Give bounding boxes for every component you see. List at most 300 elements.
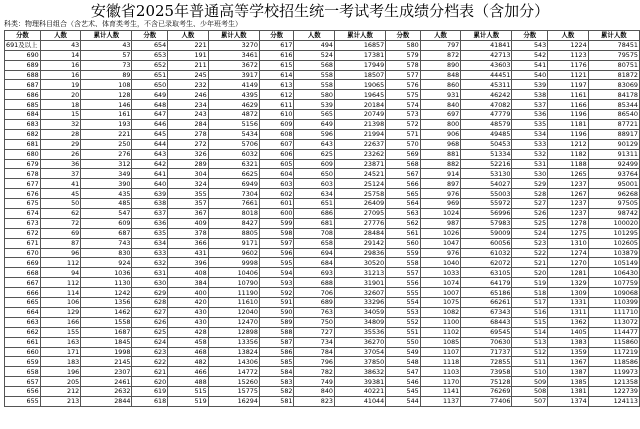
- count-cell: 1047: [420, 238, 461, 248]
- score-cell: 625: [132, 327, 168, 337]
- count-cell: 326: [168, 149, 209, 159]
- count-cell: 243: [168, 110, 209, 120]
- cumulative-cell: 3917: [208, 70, 259, 80]
- count-cell: 1137: [420, 396, 461, 406]
- count-cell: 1281: [548, 268, 589, 278]
- score-cell: 624: [132, 337, 168, 347]
- count-cell: 750: [294, 317, 335, 327]
- score-cell: 639: [132, 189, 168, 199]
- cumulative-cell: 2307: [81, 367, 132, 377]
- score-cell: 553: [386, 307, 421, 317]
- score-cell: 562: [386, 218, 421, 228]
- score-cell: 537: [512, 100, 548, 110]
- cumulative-cell: 48579: [461, 120, 512, 130]
- count-cell: 1181: [548, 120, 589, 130]
- count-cell: 689: [294, 298, 335, 308]
- table-row: [5, 357, 640, 367]
- count-cell: 1121: [548, 70, 589, 80]
- cumulative-cell: 40221: [334, 387, 385, 397]
- score-cell: 671: [5, 238, 41, 248]
- score-cell: 539: [512, 80, 548, 90]
- count-cell: 558: [294, 70, 335, 80]
- score-cell: 681: [5, 139, 41, 149]
- cumulative-cell: 6032: [208, 149, 259, 159]
- count-cell: 1161: [548, 90, 589, 100]
- count-cell: 823: [294, 396, 335, 406]
- cumulative-cell: 92499: [588, 159, 639, 169]
- count-cell: 763: [294, 307, 335, 317]
- count-cell: 212: [40, 387, 81, 397]
- cumulative-cell: 50453: [461, 139, 512, 149]
- count-cell: 797: [420, 40, 461, 50]
- count-cell: 494: [294, 40, 335, 50]
- count-cell: 106: [40, 298, 81, 308]
- cumulative-cell: 146: [81, 100, 132, 110]
- score-cell: 606: [259, 149, 294, 159]
- score-cell: 582: [259, 387, 294, 397]
- cumulative-cell: 55972: [461, 199, 512, 209]
- count-cell: 580: [294, 90, 335, 100]
- score-cell: 654: [132, 40, 168, 50]
- cumulative-cell: 110399: [588, 298, 639, 308]
- count-cell: 384: [168, 278, 209, 288]
- count-cell: 1141: [420, 387, 461, 397]
- cumulative-cell: 47779: [461, 110, 512, 120]
- table-row: [5, 159, 640, 169]
- col-header-score: 分数: [512, 31, 548, 41]
- score-cell: 526: [512, 209, 548, 219]
- score-cell: 536: [512, 110, 548, 120]
- table-header-row: [5, 31, 640, 41]
- score-cell: 628: [132, 298, 168, 308]
- cumulative-cell: 122739: [588, 387, 639, 397]
- count-cell: 1362: [548, 317, 589, 327]
- score-cell: 637: [132, 209, 168, 219]
- cumulative-cell: 100020: [588, 218, 639, 228]
- cumulative-cell: 59009: [461, 228, 512, 238]
- score-cell: 683: [5, 120, 41, 130]
- score-cell: 666: [5, 288, 41, 298]
- score-cell: 524: [512, 228, 548, 238]
- score-cell: 635: [132, 228, 168, 238]
- count-cell: 213: [40, 396, 81, 406]
- cumulative-cell: 103879: [588, 248, 639, 258]
- count-cell: 431: [168, 248, 209, 258]
- cumulative-cell: 687: [81, 228, 132, 238]
- col-header-cumulative: 累计人数: [208, 31, 259, 41]
- score-cell: 619: [132, 387, 168, 397]
- cumulative-cell: 111710: [588, 307, 639, 317]
- col-header-score: 分数: [5, 31, 41, 41]
- count-cell: 782: [294, 367, 335, 377]
- count-cell: 166: [40, 317, 81, 327]
- count-cell: 931: [420, 90, 461, 100]
- count-cell: 45: [40, 189, 81, 199]
- cumulative-cell: 70630: [461, 337, 512, 347]
- cumulative-cell: 26409: [334, 199, 385, 209]
- cumulative-cell: 22637: [334, 139, 385, 149]
- score-cell: 561: [386, 228, 421, 238]
- score-cell: 576: [386, 80, 421, 90]
- score-cell: 518: [512, 288, 548, 298]
- cumulative-cell: 80751: [588, 60, 639, 70]
- count-cell: 650: [294, 169, 335, 179]
- count-cell: 1275: [548, 228, 589, 238]
- score-cell: 588: [259, 327, 294, 337]
- count-cell: 800: [420, 120, 461, 130]
- cumulative-cell: 62072: [461, 258, 512, 268]
- table-row: [5, 268, 640, 278]
- score-cell: 609: [259, 120, 294, 130]
- table-row: [5, 307, 640, 317]
- count-cell: 749: [294, 377, 335, 387]
- cumulative-cell: 19645: [334, 90, 385, 100]
- score-cell: 640: [132, 179, 168, 189]
- cumulative-cell: 41841: [461, 40, 512, 50]
- cumulative-cell: 96268: [588, 189, 639, 199]
- score-cell: 659: [5, 357, 41, 367]
- count-cell: 1007: [420, 288, 461, 298]
- cumulative-cell: 24521: [334, 169, 385, 179]
- cumulative-cell: 113072: [588, 317, 639, 327]
- count-cell: 890: [420, 60, 461, 70]
- count-cell: 1026: [420, 228, 461, 238]
- count-cell: 1196: [548, 129, 589, 139]
- cumulative-cell: 1462: [81, 307, 132, 317]
- score-cell: 586: [259, 347, 294, 357]
- score-cell: 661: [5, 337, 41, 347]
- count-cell: 634: [294, 189, 335, 199]
- score-cell: 682: [5, 129, 41, 139]
- cumulative-cell: 44451: [461, 70, 512, 80]
- count-cell: 36: [40, 159, 81, 169]
- score-cell: 601: [259, 199, 294, 209]
- table-row: [5, 218, 640, 228]
- score-cell: 678: [5, 169, 41, 179]
- count-cell: 15: [40, 110, 81, 120]
- cumulative-cell: 743: [81, 238, 132, 248]
- cumulative-cell: 114477: [588, 327, 639, 337]
- count-cell: 408: [168, 268, 209, 278]
- table-row: [5, 149, 640, 159]
- count-cell: 1040: [420, 258, 461, 268]
- count-cell: 1237: [548, 199, 589, 209]
- cumulative-cell: 95001: [588, 179, 639, 189]
- cumulative-cell: 16857: [334, 40, 385, 50]
- score-cell: 615: [259, 60, 294, 70]
- count-cell: 458: [168, 337, 209, 347]
- cumulative-cell: 117219: [588, 347, 639, 357]
- cumulative-cell: 10406: [208, 268, 259, 278]
- score-cell: 618: [132, 396, 168, 406]
- cumulative-cell: 55003: [461, 189, 512, 199]
- score-cell: 684: [5, 110, 41, 120]
- score-cell: 513: [512, 337, 548, 347]
- count-cell: 16: [40, 70, 81, 80]
- count-cell: 420: [168, 298, 209, 308]
- score-cell: 670: [5, 248, 41, 258]
- table-row: [5, 387, 640, 397]
- cumulative-cell: 20184: [334, 100, 385, 110]
- count-cell: 684: [294, 258, 335, 268]
- cumulative-cell: 11610: [208, 298, 259, 308]
- cumulative-cell: 83069: [588, 80, 639, 90]
- score-cell: 520: [512, 268, 548, 278]
- cumulative-cell: 193: [81, 120, 132, 130]
- cumulative-cell: 15260: [208, 377, 259, 387]
- score-cell: 685: [5, 100, 41, 110]
- count-cell: 304: [168, 169, 209, 179]
- score-cell: 531: [512, 159, 548, 169]
- count-cell: 41: [40, 179, 81, 189]
- table-row: [5, 278, 640, 288]
- count-cell: 357: [168, 199, 209, 209]
- score-cell: 689: [5, 60, 41, 70]
- count-cell: 37: [40, 169, 81, 179]
- cumulative-cell: 18507: [334, 70, 385, 80]
- score-cell: 591: [259, 298, 294, 308]
- count-cell: 289: [168, 159, 209, 169]
- table-row: [5, 327, 640, 337]
- score-cell: 658: [5, 367, 41, 377]
- score-cell: 522: [512, 248, 548, 258]
- score-cell: 521: [512, 258, 548, 268]
- count-cell: 163: [40, 337, 81, 347]
- cumulative-cell: 485: [81, 199, 132, 209]
- count-cell: 232: [168, 80, 209, 90]
- col-header-count: 人数: [420, 31, 461, 41]
- count-cell: 1381: [548, 387, 589, 397]
- table-row: [5, 238, 640, 248]
- score-cell: 568: [386, 159, 421, 169]
- score-cell: 600: [259, 209, 294, 219]
- count-cell: 1311: [548, 307, 589, 317]
- cumulative-cell: 25758: [334, 189, 385, 199]
- score-cell: 575: [386, 90, 421, 100]
- count-cell: 129: [40, 307, 81, 317]
- score-cell: 583: [259, 377, 294, 387]
- score-cell: 595: [259, 258, 294, 268]
- count-cell: 1383: [548, 337, 589, 347]
- cumulative-cell: 830: [81, 248, 132, 258]
- cumulative-cell: 20749: [334, 110, 385, 120]
- score-cell: 567: [386, 169, 421, 179]
- score-cell: 656: [5, 387, 41, 397]
- count-cell: 396: [168, 258, 209, 268]
- score-cell: 662: [5, 327, 41, 337]
- cumulative-cell: 7304: [208, 189, 259, 199]
- score-cell: 523: [512, 238, 548, 248]
- score-cell: 642: [132, 159, 168, 169]
- count-cell: 681: [294, 218, 335, 228]
- cumulative-cell: 1558: [81, 317, 132, 327]
- cumulative-cell: 4872: [208, 110, 259, 120]
- score-cell: 585: [259, 357, 294, 367]
- score-cell: 679: [5, 159, 41, 169]
- score-cell: 620: [132, 377, 168, 387]
- count-cell: 969: [420, 199, 461, 209]
- cumulative-cell: 89: [81, 70, 132, 80]
- count-cell: 355: [168, 189, 209, 199]
- cumulative-cell: 23871: [334, 159, 385, 169]
- cumulative-cell: 17949: [334, 60, 385, 70]
- score-cell: 648: [132, 100, 168, 110]
- cumulative-cell: 14306: [208, 357, 259, 367]
- count-cell: 1033: [420, 268, 461, 278]
- count-cell: 1075: [420, 298, 461, 308]
- count-cell: 183: [40, 357, 81, 367]
- table-row: [5, 288, 640, 298]
- score-cell: 667: [5, 278, 41, 288]
- count-cell: 625: [294, 149, 335, 159]
- score-cell: 608: [259, 129, 294, 139]
- score-cell: 643: [132, 149, 168, 159]
- table-row: [5, 110, 640, 120]
- count-cell: 72: [40, 218, 81, 228]
- col-header-score: 分数: [386, 31, 421, 41]
- score-cell: 538: [512, 90, 548, 100]
- table-row: [5, 80, 640, 90]
- cumulative-cell: 15775: [208, 387, 259, 397]
- count-cell: 1074: [420, 278, 461, 288]
- cumulative-cell: 6625: [208, 169, 259, 179]
- count-cell: 686: [294, 209, 335, 219]
- count-cell: 519: [168, 396, 209, 406]
- cumulative-cell: 90129: [588, 139, 639, 149]
- score-cell: 621: [132, 367, 168, 377]
- table-row: [5, 179, 640, 189]
- cumulative-cell: 77406: [461, 396, 512, 406]
- count-cell: 196: [40, 367, 81, 377]
- count-cell: 324: [168, 179, 209, 189]
- score-cell: 629: [132, 288, 168, 298]
- cumulative-cell: 276: [81, 149, 132, 159]
- count-cell: 1123: [548, 50, 589, 60]
- count-cell: 697: [420, 110, 461, 120]
- col-header-count: 人数: [294, 31, 335, 41]
- table-row: [5, 298, 640, 308]
- score-cell: 636: [132, 218, 168, 228]
- count-cell: 62: [40, 209, 81, 219]
- score-cell: 509: [512, 377, 548, 387]
- count-cell: 694: [294, 248, 335, 258]
- table-body: [5, 40, 640, 406]
- cumulative-cell: 1242: [81, 288, 132, 298]
- cumulative-cell: 101295: [588, 228, 639, 238]
- count-cell: 987: [420, 218, 461, 228]
- count-cell: 468: [168, 347, 209, 357]
- table-row: [5, 258, 640, 268]
- count-cell: 649: [294, 120, 335, 130]
- count-cell: 18: [40, 100, 81, 110]
- score-cell: 649: [132, 90, 168, 100]
- score-cell: 672: [5, 228, 41, 238]
- cumulative-cell: 27095: [334, 209, 385, 219]
- count-cell: 428: [168, 327, 209, 337]
- score-cell: 534: [512, 129, 548, 139]
- cumulative-cell: 71737: [461, 347, 512, 357]
- cumulative-cell: 12040: [208, 307, 259, 317]
- cumulative-cell: 34809: [334, 317, 385, 327]
- cumulative-cell: 42713: [461, 50, 512, 60]
- count-cell: 19: [40, 80, 81, 90]
- score-cell: 627: [132, 307, 168, 317]
- cumulative-cell: 4629: [208, 100, 259, 110]
- count-cell: 643: [294, 139, 335, 149]
- score-cell: 605: [259, 159, 294, 169]
- score-cell: 602: [259, 189, 294, 199]
- cumulative-cell: 25124: [334, 179, 385, 189]
- count-cell: 221: [168, 40, 209, 50]
- cumulative-cell: 98742: [588, 209, 639, 219]
- cumulative-cell: 34059: [334, 307, 385, 317]
- cumulative-cell: 36270: [334, 337, 385, 347]
- score-cell: 632: [132, 258, 168, 268]
- cumulative-cell: 250: [81, 139, 132, 149]
- cumulative-cell: 924: [81, 258, 132, 268]
- count-cell: 50: [40, 199, 81, 209]
- cumulative-cell: 11190: [208, 288, 259, 298]
- cumulative-cell: 9998: [208, 258, 259, 268]
- cumulative-cell: 5156: [208, 120, 259, 130]
- cumulative-cell: 31213: [334, 268, 385, 278]
- cumulative-cell: 118586: [588, 357, 639, 367]
- cumulative-cell: 86540: [588, 110, 639, 120]
- count-cell: 430: [168, 307, 209, 317]
- cumulative-cell: 76269: [461, 387, 512, 397]
- score-cell: 529: [512, 179, 548, 189]
- count-cell: 488: [168, 377, 209, 387]
- count-cell: 1188: [548, 159, 589, 169]
- count-cell: 1107: [420, 347, 461, 357]
- score-cell: 610: [259, 110, 294, 120]
- count-cell: 26: [40, 149, 81, 159]
- score-cell: 676: [5, 189, 41, 199]
- cumulative-cell: 5706: [208, 139, 259, 149]
- score-cell: 572: [386, 120, 421, 130]
- col-header-cumulative: 累计人数: [81, 31, 132, 41]
- cumulative-cell: 75128: [461, 377, 512, 387]
- score-cell: 514: [512, 327, 548, 337]
- count-cell: 906: [420, 129, 461, 139]
- count-cell: 840: [294, 387, 335, 397]
- cumulative-cell: 3672: [208, 60, 259, 70]
- cumulative-cell: 57983: [461, 218, 512, 228]
- cumulative-cell: 23262: [334, 149, 385, 159]
- count-cell: 784: [294, 347, 335, 357]
- col-header-count: 人数: [168, 31, 209, 41]
- cumulative-cell: 102605: [588, 238, 639, 248]
- score-cell: 663: [5, 317, 41, 327]
- score-cell: 560: [386, 238, 421, 248]
- cumulative-cell: 3270: [208, 40, 259, 50]
- cumulative-cell: 13356: [208, 337, 259, 347]
- score-cell: 674: [5, 209, 41, 219]
- count-cell: 1118: [420, 357, 461, 367]
- cumulative-cell: 35536: [334, 327, 385, 337]
- cumulative-cell: 65186: [461, 288, 512, 298]
- cumulative-cell: 32607: [334, 288, 385, 298]
- score-cell: 563: [386, 209, 421, 219]
- cumulative-cell: 107759: [588, 278, 639, 288]
- cumulative-cell: 57: [81, 50, 132, 60]
- count-cell: 603: [294, 179, 335, 189]
- score-cell: 540: [512, 70, 548, 80]
- score-cell: 507: [512, 396, 548, 406]
- count-cell: 29: [40, 139, 81, 149]
- count-cell: 272: [168, 139, 209, 149]
- score-cell: 652: [132, 60, 168, 70]
